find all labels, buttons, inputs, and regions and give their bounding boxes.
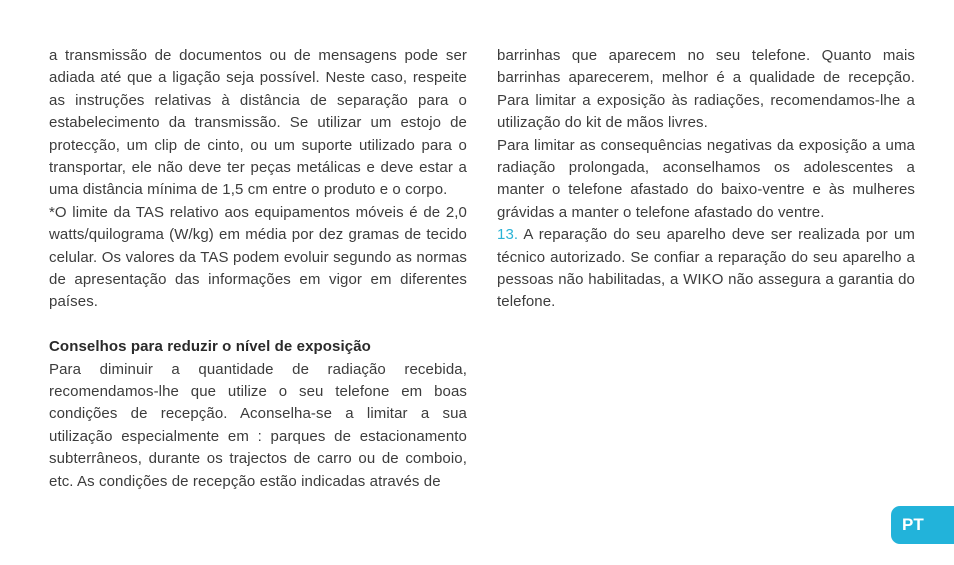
right-item-13 [497, 224, 915, 314]
language-tab [891, 506, 954, 544]
item-text: A reparação do seu aparelho deve ser realizada por um técnico autorizado. Se confiar a reparação do seu aparelho a pessoas não habilitadas, a WIKO não assegura a garantia do telefone. [497, 226, 915, 311]
right-paragraph-signal-bars: barrinhas que aparecem no seu telefone. Quanto mais barrinhas aparecerem, melhor é a qualidade de recepção. Para limitar a exposição às radiações, recomendamos-lhe a utilização do kit de mãos livres. [497, 47, 915, 132]
right-column [497, 45, 915, 314]
left-paragraph-reduce-exposure: Para diminuir a quantidade de radiação recebida, recomendamos-lhe que utilize o seu telefone em boas condições de recepção. Aconselha-se a limitar a sua utilização especialmente em : parques de estacionamento subterrâneos, durante os trajectos de carro ou de comboio, etc. As condições de recepção estão indicadas através de [49, 360, 467, 490]
item-number: 13. [497, 226, 519, 244]
left-column [49, 45, 467, 493]
left-paragraph-tas-limit: *O limite da TAS relativo aos equipamentos móveis é de 2,0 watts/quilograma (W/kg) em média por dez gramas de tecido celular. Os valores da TAS podem evoluir segundo as normas de apresentação das informações em vigor em diferentes países. [49, 203, 467, 311]
language-tab-label: PT [902, 515, 924, 534]
left-paragraph-transmission: a transmissão de documentos ou de mensagens pode ser adiada até que a ligação seja possível. Neste caso, respeite as instruções relativas à distância de separação para o estabelecimento da transmissão. Se utilizar um estojo de protecção, um clip de cinto, ou um suporte utilizado para o transportar, ele não deve ter peças metálicas e deve estar a uma distância mínima de 1,5 cm entre o produto e o corpo. [49, 47, 467, 199]
paragraph-spacer [49, 314, 467, 336]
section-heading: Conselhos para reduzir o nível de exposição [49, 338, 371, 356]
right-paragraph-prolonged-exposure: Para limitar as consequências negativas da exposição a uma radiação prolongada, aconselhamos os adolescentes a manter o telefone afastado do baixo-ventre e às mulheres grávidas a manter o telefone afastado do ventre. [497, 136, 915, 221]
